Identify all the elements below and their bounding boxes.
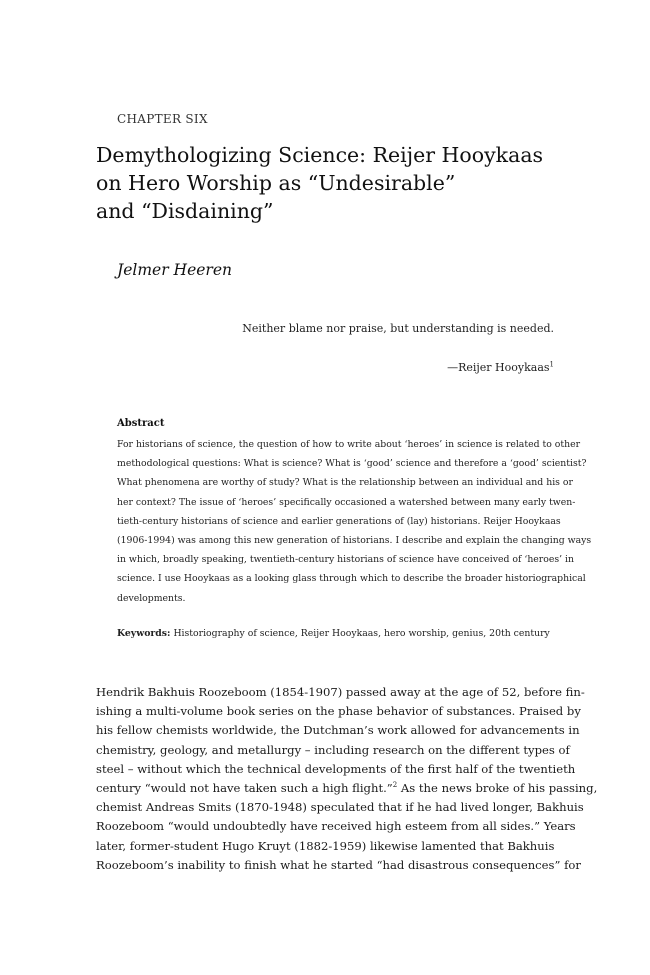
chapter-label: CHAPTER SIX — [117, 112, 208, 126]
keywords-text: Historiography of science, Reijer Hooykaas, hero worship, genius, 20th century — [173, 628, 550, 639]
body-line: steel – without which the technical developments of the first half of the twentieth — [96, 761, 576, 776]
body-line: chemist Andreas Smits (1870-1948) speculated that if he had lived longer, Bakhuis — [96, 800, 584, 815]
chapter-title-line: Demythologizing Science: Reijer Hooykaas — [96, 143, 544, 167]
body-line: his fellow chemists worldwide, the Dutchman’s work allowed for advancements in — [96, 723, 580, 738]
body-line: Roozeboom “would undoubtedly have received high esteem from all sides.” Years — [96, 819, 576, 834]
abstract-line: science. I use Hooykaas as a looking glass through which to describe the broader historiographical — [117, 573, 586, 585]
abstract-line: tieth-century historians of science and earlier generations of (lay) historians. Reijer Hooykaas — [117, 515, 561, 527]
abstract-line: developments. — [117, 592, 186, 604]
footnote-marker[interactable]: 1 — [549, 360, 554, 369]
keywords — [117, 628, 550, 639]
abstract-section — [117, 418, 592, 608]
keywords-label: Keywords: — [117, 628, 171, 639]
abstract-line: (1906-1994) was among this new generation of historians. I describe and explain the changing ways — [117, 535, 592, 547]
abstract-line: For historians of science, the question of how to write about ‘heroes’ in science is related to other — [117, 439, 581, 450]
author-name: Jelmer Heeren — [117, 261, 232, 279]
footnote-marker[interactable]: 2 — [392, 781, 398, 790]
chapter-title-line: on Hero Worship as “Undesirable” — [96, 171, 456, 195]
abstract-line: methodological questions: What is science? What is ‘good’ science and therefore a ‘good’ scientist? — [117, 458, 587, 470]
epigraph-quote: Neither blame nor praise, but understanding is needed. — [242, 322, 554, 335]
abstract-line: her context? The issue of ‘heroes’ specifically occasioned a watershed between many early twen- — [117, 496, 576, 508]
body-line-text: century “would not have taken such a high flight.” — [96, 781, 393, 796]
abstract-line: in which, broadly speaking, twentieth-century historians of science have conceived of ‘heroes’ in — [117, 554, 574, 566]
body-line — [96, 779, 598, 798]
epigraph-attribution — [447, 361, 554, 374]
body-line: Hendrik Bakhuis Roozeboom (1854-1907) passed away at the age of 52, before fin- — [96, 685, 585, 699]
chapter-title — [96, 141, 566, 225]
chapter-title-line: and “Disdaining” — [96, 199, 274, 223]
body-line-text: As the news broke of his passing, — [397, 781, 598, 796]
abstract-heading: Abstract — [117, 418, 165, 429]
body-text — [96, 683, 598, 875]
body-line: chemistry, geology, and metallurgy – including research on the different types of — [96, 742, 570, 757]
body-line: ishing a multi-volume book series on the phase behavior of substances. Praised by — [96, 704, 581, 719]
body-line: later, former-student Hugo Kruyt (1882-1959) likewise lamented that Bakhuis — [96, 838, 555, 853]
epigraph-attribution-text: —Reijer Hooykaas — [447, 361, 550, 374]
abstract-line: What phenomena are worthy of study? What is the relationship between an individual and his or — [117, 477, 573, 489]
body-line: Roozeboom’s inability to finish what he started “had disastrous consequences” for — [96, 857, 581, 872]
